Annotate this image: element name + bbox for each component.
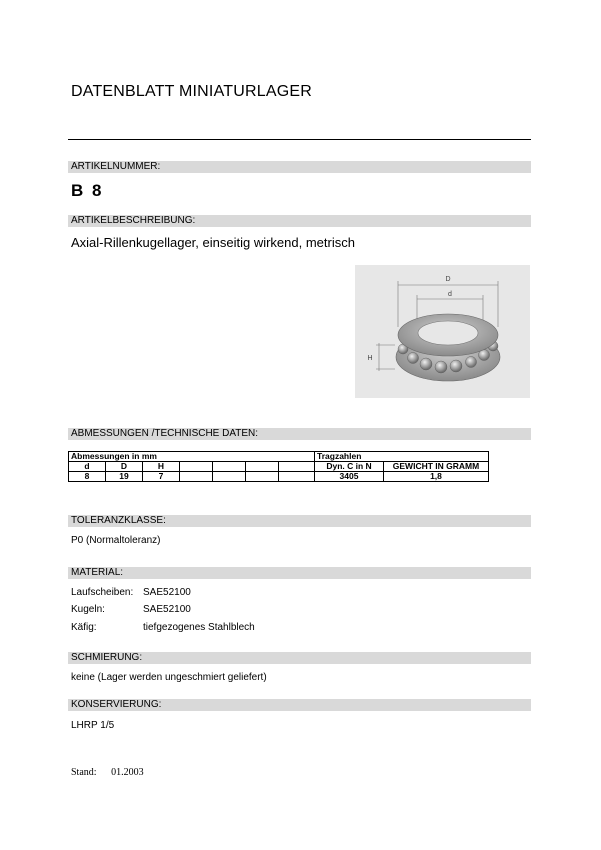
outer-diameter-label: D bbox=[445, 276, 451, 283]
table-group-row bbox=[69, 452, 489, 462]
section-header-material: MATERIAL: bbox=[68, 567, 531, 579]
material-value-kugeln: SAE52100 bbox=[143, 604, 191, 615]
header-gewicht: GEWICHT IN GRAMM bbox=[384, 462, 489, 472]
header-D: D bbox=[106, 462, 143, 472]
table-row bbox=[69, 472, 489, 482]
group-header-abmessungen: Abmessungen in mm bbox=[69, 452, 315, 462]
cell-empty-3 bbox=[246, 472, 279, 482]
material-value-laufscheiben: SAE52100 bbox=[143, 587, 191, 598]
dimensions-table bbox=[68, 451, 489, 482]
cell-gewicht: 1,8 bbox=[384, 472, 489, 482]
cell-empty-1 bbox=[180, 472, 213, 482]
inner-diameter-label: d bbox=[448, 291, 452, 298]
stand-footer bbox=[71, 767, 144, 778]
cell-D: 19 bbox=[106, 472, 143, 482]
header-dyn: Dyn. C in N bbox=[315, 462, 384, 472]
cell-empty-2 bbox=[213, 472, 246, 482]
cell-dyn: 3405 bbox=[315, 472, 384, 482]
page-title: DATENBLATT MINIATURLAGER bbox=[71, 83, 312, 100]
lubrication-value: keine (Lager werden ungeschmiert geliefert) bbox=[71, 672, 267, 683]
material-value-kaefig: tiefgezogenes Stahlblech bbox=[143, 622, 255, 633]
stand-label: Stand: bbox=[71, 767, 97, 778]
material-key-kaefig: Käfig: bbox=[71, 622, 97, 633]
section-header-schmierung: SCHMIERUNG: bbox=[68, 652, 531, 664]
thrust-bearing-drawing bbox=[355, 265, 530, 398]
header-empty-1 bbox=[180, 462, 213, 472]
section-header-abmessungen: ABMESSUNGEN /TECHNISCHE DATEN: bbox=[68, 428, 531, 440]
stand-date: 01.2003 bbox=[111, 767, 144, 778]
header-H: H bbox=[143, 462, 180, 472]
section-header-toleranzklasse: TOLERANZKLASSE: bbox=[68, 515, 531, 527]
tolerance-value: P0 (Normaltoleranz) bbox=[71, 535, 161, 546]
bearing-figure bbox=[355, 265, 530, 398]
cell-d: 8 bbox=[69, 472, 106, 482]
section-header-artikelbeschreibung: ARTIKELBESCHREIBUNG: bbox=[68, 215, 531, 227]
title-divider bbox=[68, 139, 531, 140]
table-header-row bbox=[69, 462, 489, 472]
preservation-value: LHRP 1/5 bbox=[71, 720, 115, 731]
height-label: H bbox=[367, 355, 373, 362]
material-key-kugeln: Kugeln: bbox=[71, 604, 105, 615]
material-key-laufscheiben: Laufscheiben: bbox=[71, 587, 134, 598]
section-header-artikelnummer: ARTIKELNUMMER: bbox=[68, 161, 531, 173]
section-header-konservierung: KONSERVIERUNG: bbox=[68, 699, 531, 711]
article-description: Axial-Rillenkugellager, einseitig wirkend, metrisch bbox=[71, 235, 355, 250]
header-empty-4 bbox=[279, 462, 315, 472]
group-header-tragzahlen: Tragzahlen bbox=[315, 452, 489, 462]
header-empty-3 bbox=[246, 462, 279, 472]
header-d: d bbox=[69, 462, 106, 472]
article-number: B 8 bbox=[71, 181, 104, 200]
cell-H: 7 bbox=[143, 472, 180, 482]
header-empty-2 bbox=[213, 462, 246, 472]
cell-empty-4 bbox=[279, 472, 315, 482]
